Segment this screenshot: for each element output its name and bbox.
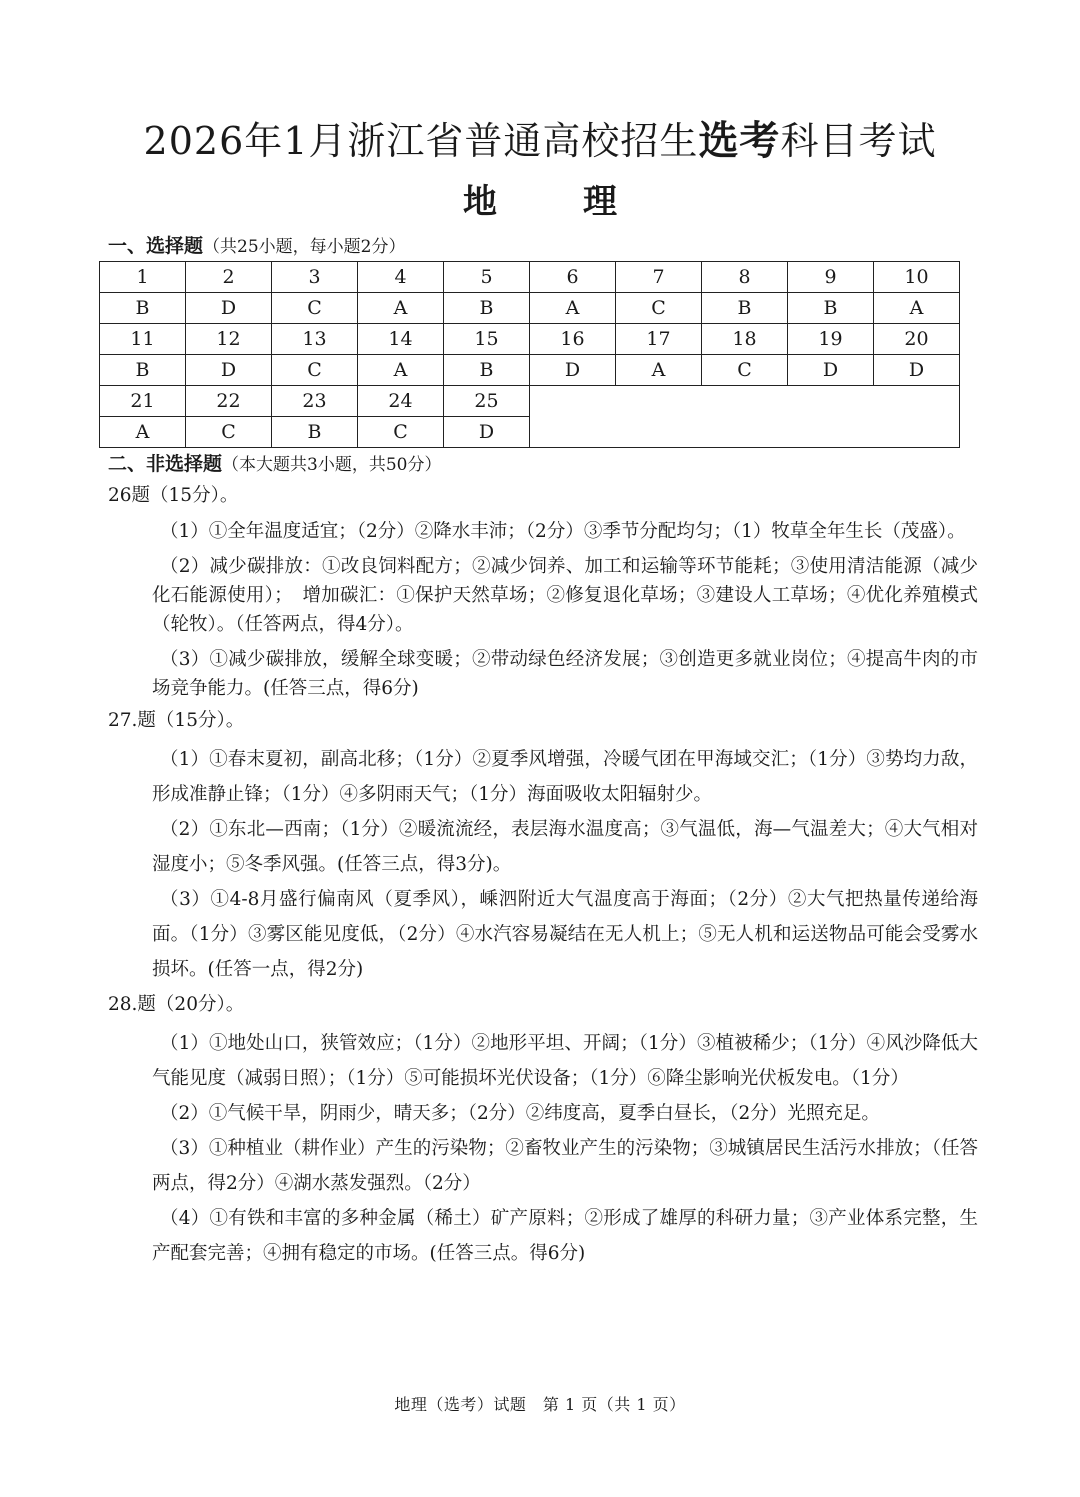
question-26-item-3: （3）①减少碳排放，缓解全球变暖；②带动绿色经济发展；③创造更多就业岗位；④提高牛肉的市场竞争能力。(任答三点，得6分) — [152, 649, 978, 699]
table-row-numbers-2 — [100, 324, 960, 355]
table-cell-answer: D — [874, 355, 960, 386]
question-28-item-3: （3）①种植业（耕作业）产生的污染物；②畜牧业产生的污染物；③城镇居民生活污水排放；（任答两点，得2分）④湖水蒸发强烈。（2分） — [152, 1138, 978, 1194]
table-cell-answer: B — [702, 293, 788, 324]
table-cell-number: 23 — [272, 386, 358, 417]
title-part1: 2026年1月浙江省普通高校招生 — [143, 119, 699, 163]
section2-heading-note: （本大题共3小题，共50分） — [222, 455, 442, 475]
question-27-item-2: （2）①东北—西南；（1分）②暖流流经，表层海水温度高；③气温低，海—气温差大；④大气相对湿度小；⑤冬季风强。(任答三点，得3分)。 — [152, 819, 978, 875]
page-footer: 地理（选考）试题 第 1 页（共 1 页） — [394, 1395, 686, 1414]
table-cell-number: 5 — [444, 262, 530, 293]
table-cell-number: 13 — [272, 324, 358, 355]
table-row-numbers-3 — [100, 386, 960, 417]
table-empty-cell — [530, 386, 960, 448]
section1-heading — [108, 234, 405, 259]
table-cell-answer: C — [702, 355, 788, 386]
question-27-heading: 27.题（15分）。 — [108, 710, 245, 731]
table-cell-number: 15 — [444, 324, 530, 355]
question-28-heading: 28.题（20分）。 — [108, 994, 245, 1015]
table-cell-answer: A — [358, 355, 444, 386]
table-cell-answer: C — [186, 417, 272, 448]
table-cell-answer: A — [874, 293, 960, 324]
table-cell-answer: A — [358, 293, 444, 324]
table-cell-number: 8 — [702, 262, 788, 293]
table-cell-number: 17 — [616, 324, 702, 355]
section1-heading-note: （共25小题，每小题2分） — [203, 237, 406, 257]
answers-body — [108, 484, 978, 1271]
table-cell-number: 4 — [358, 262, 444, 293]
section2-heading — [108, 452, 441, 477]
table-cell-answer: D — [444, 417, 530, 448]
table-cell-number: 1 — [100, 262, 186, 293]
table-cell-answer: B — [788, 293, 874, 324]
table-cell-answer: C — [272, 355, 358, 386]
table-cell-answer: B — [444, 293, 530, 324]
table-cell-number: 18 — [702, 324, 788, 355]
table-cell-number: 3 — [272, 262, 358, 293]
table-cell-number: 22 — [186, 386, 272, 417]
section2-heading-label: 二、非选择题 — [108, 453, 223, 475]
table-row-numbers-1 — [100, 262, 960, 293]
table-cell-number: 11 — [100, 324, 186, 355]
question-28-item-1: （1）①地处山口，狭管效应；（1分）②地形平坦、开阔；（1分）③植被稀少；（1分）④风沙降低大气能见度（减弱日照）；（1分）⑤可能损坏光伏设备；（1分）⑥降尘影响光伏板发电。（1分） — [152, 1033, 978, 1089]
table-cell-number: 14 — [358, 324, 444, 355]
table-cell-answer: C — [358, 417, 444, 448]
table-cell-answer: B — [272, 417, 358, 448]
table-cell-answer: D — [186, 355, 272, 386]
question-26-heading: 26题（15分）。 — [108, 485, 239, 506]
table-row-answers-2 — [100, 355, 960, 386]
page-title — [0, 118, 1080, 164]
question-27-item-3: （3）①4-8月盛行偏南风（夏季风），嵊泗附近大气温度高于海面；（2分）②大气把热量传递给海面。（1分）③雾区能见度低，（2分）④水汽容易凝结在无人机上；⑤无人机和运送物品可能会受雾水损坏。(任答一点，得2分) — [152, 889, 978, 980]
table-cell-number: 12 — [186, 324, 272, 355]
table-cell-number: 10 — [874, 262, 960, 293]
table-cell-answer: D — [788, 355, 874, 386]
table-cell-answer: D — [186, 293, 272, 324]
question-28-item-2: （2）①气候干旱，阴雨少，晴天多；（2分）②纬度高，夏季白昼长，（2分）光照充足。 — [160, 1103, 880, 1124]
question-26-item-1: （1）①全年温度适宜；（2分）②降水丰沛；（2分）③季节分配均匀；（1）牧草全年生长（茂盛）。 — [160, 521, 966, 542]
table-cell-answer: C — [616, 293, 702, 324]
question-27-item-1: （1）①春末夏初，副高北移；（1分）②夏季风增强，冷暖气团在甲海域交汇；（1分）③势均力敌，形成准静止锋；（1分）④多阴雨天气；（1分）海面吸收太阳辐射少。 — [152, 749, 978, 805]
table-cell-number: 2 — [186, 262, 272, 293]
table-row-answers-1 — [100, 293, 960, 324]
section1-heading-label: 一、选择题 — [108, 235, 204, 257]
table-cell-answer: B — [100, 355, 186, 386]
table-cell-answer: B — [444, 355, 530, 386]
answer-table — [99, 261, 960, 448]
table-cell-number: 9 — [788, 262, 874, 293]
question-26-item-2: （2）减少碳排放：①改良饲料配方；②减少饲养、加工和运输等环节能耗；③使用清洁能源（减少化石能源使用）； 增加碳汇：①保护天然草场；②修复退化草场；③建设人工草场；④优化养殖模式（轮牧）。（任答两点，得4分）。 — [152, 556, 978, 635]
table-cell-answer: D — [530, 355, 616, 386]
question-28-item-4: （4）①有铁和丰富的多种金属（稀土）矿产原料；②形成了雄厚的科研力量；③产业体系完整，生产配套完善；④拥有稳定的市场。(任答三点。得6分) — [152, 1208, 978, 1264]
table-cell-number: 19 — [788, 324, 874, 355]
subject-title: 地理 — [463, 182, 703, 222]
table-cell-number: 16 — [530, 324, 616, 355]
table-cell-number: 21 — [100, 386, 186, 417]
table-cell-number: 6 — [530, 262, 616, 293]
table-cell-answer: A — [530, 293, 616, 324]
table-cell-answer: B — [100, 293, 186, 324]
table-cell-number: 7 — [616, 262, 702, 293]
table-cell-number: 20 — [874, 324, 960, 355]
table-cell-number: 25 — [444, 386, 530, 417]
table-cell-answer: A — [616, 355, 702, 386]
table-cell-answer: C — [272, 293, 358, 324]
table-cell-answer: A — [100, 417, 186, 448]
title-part2: 科目考试 — [780, 119, 937, 163]
table-cell-number: 24 — [358, 386, 444, 417]
title-highlight: 选考 — [698, 118, 781, 164]
